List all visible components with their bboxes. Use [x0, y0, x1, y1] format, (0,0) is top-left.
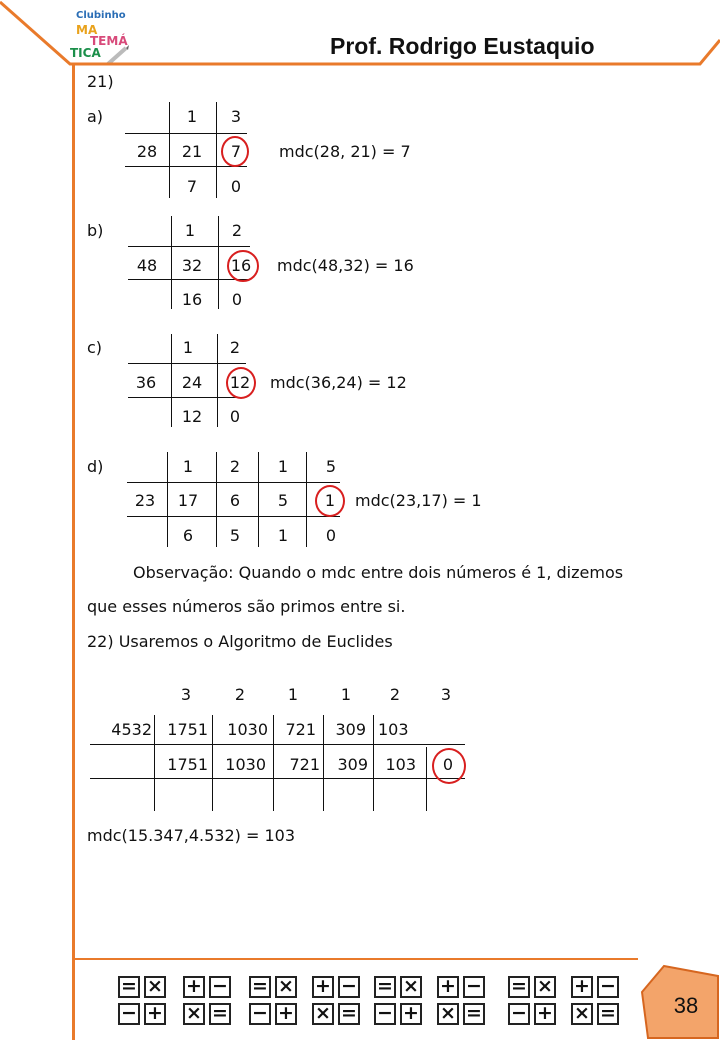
math-symbol-icon: ×	[183, 1003, 205, 1025]
q22-cell: 721	[285, 720, 316, 739]
q21b-label: b)	[87, 221, 104, 240]
q22-remainder: 1030	[225, 755, 266, 774]
math-symbol-icon: =	[374, 976, 396, 998]
math-symbol-icon: ×	[144, 976, 166, 998]
page-number: 38	[673, 993, 699, 1018]
math-symbol-icon: =	[597, 1003, 619, 1025]
page-title: Prof. Rodrigo Eustaquio	[330, 33, 595, 59]
q21c-result: mdc(36,24) = 12	[270, 373, 407, 392]
q21d-vline	[216, 452, 217, 547]
math-symbol-icon: +	[534, 1003, 556, 1025]
q22-cell: 1030	[227, 720, 268, 739]
q22-result-circle	[432, 748, 466, 784]
q21d-cell: 23	[134, 491, 156, 510]
q22-remainder: 1751	[167, 755, 208, 774]
math-symbol-icon: ×	[534, 976, 556, 998]
math-symbol-icon: =	[338, 1003, 360, 1025]
q21b-cell: 48	[136, 256, 158, 275]
math-symbol-icon: −	[508, 1003, 530, 1025]
q21d-cell: 17	[177, 491, 199, 510]
math-symbol-icon: −	[118, 1003, 140, 1025]
q21c-cell: 36	[135, 373, 157, 392]
math-symbol-icon: =	[209, 1003, 231, 1025]
q22-vline	[273, 715, 274, 811]
q21d-vline	[167, 452, 168, 547]
q21c-hline	[128, 363, 246, 364]
q22-remainder: 0	[442, 755, 454, 774]
q21d-cell: 6	[229, 491, 241, 510]
q21c-cell: 24	[181, 373, 203, 392]
q21c-remainder: 0	[229, 407, 241, 426]
math-symbol-icon: −	[374, 1003, 396, 1025]
q21c-remainder: 12	[181, 407, 203, 426]
q22-vline	[426, 747, 427, 811]
math-symbol-icon: =	[508, 976, 530, 998]
q22-quotient: 1	[287, 685, 299, 704]
q22-cell: 4532	[111, 720, 152, 739]
q21d-quotient: 1	[277, 457, 289, 476]
q22-heading: 22) Usaremos o Algoritmo de Euclides	[87, 632, 393, 651]
math-symbol-icon: −	[463, 976, 485, 998]
q21a-result-circle	[221, 136, 249, 167]
q21b-cell: 16	[230, 256, 252, 275]
q22-hline	[90, 778, 465, 779]
q22-vline	[323, 715, 324, 811]
math-symbol-icon: −	[338, 976, 360, 998]
left-border	[72, 64, 75, 1040]
q21d-hline	[127, 516, 340, 517]
q21d-vline	[306, 452, 307, 547]
math-symbol-icon: +	[312, 976, 334, 998]
q21d-quotient: 1	[182, 457, 194, 476]
math-symbol-icon: −	[209, 976, 231, 998]
q22-remainder: 721	[289, 755, 320, 774]
q21d-label: d)	[87, 457, 104, 476]
q21b-vline	[171, 216, 172, 309]
logo-text-ma: MA	[76, 23, 98, 37]
q22-cell: 1751	[167, 720, 208, 739]
q21a-result: mdc(28, 21) = 7	[279, 142, 411, 161]
q21c-cell: 12	[229, 373, 251, 392]
q21a-cell: 7	[230, 142, 242, 161]
q22-quotient: 2	[234, 685, 246, 704]
math-symbol-icon: ×	[400, 976, 422, 998]
math-symbol-icon: =	[463, 1003, 485, 1025]
q22-quotient: 3	[180, 685, 192, 704]
q21d-hline	[127, 482, 340, 483]
logo-text-clubinho: Clubinho	[76, 10, 126, 21]
q21-label: 21)	[87, 72, 114, 91]
q21d-quotient: 5	[325, 457, 337, 476]
math-symbol-icon: +	[275, 1003, 297, 1025]
q21b-hline	[128, 279, 250, 280]
q21c-hline	[128, 397, 246, 398]
q21c-label: c)	[87, 338, 103, 357]
math-symbol-icon: ×	[437, 1003, 459, 1025]
q21a-hline	[125, 133, 247, 134]
q21b-result-circle	[227, 250, 259, 282]
q22-quotient: 1	[340, 685, 352, 704]
q21c-vline	[171, 334, 172, 427]
q21d-cell: 5	[277, 491, 289, 510]
q21d-quotient: 2	[229, 457, 241, 476]
q21d-remainder: 1	[277, 526, 289, 545]
q22-hline	[90, 744, 465, 745]
q21d-vline	[258, 452, 259, 547]
math-symbol-icon: +	[571, 976, 593, 998]
math-symbol-icon: ×	[571, 1003, 593, 1025]
q21b-cell: 32	[181, 256, 203, 275]
logo-text-tica: TICA	[70, 46, 101, 60]
q21b-quotient: 2	[231, 221, 243, 240]
q22-vline	[373, 715, 374, 811]
q21c-vline	[217, 334, 218, 427]
math-symbol-icon: =	[249, 976, 271, 998]
q21d-cell: 1	[324, 491, 336, 510]
math-symbol-icon: ×	[275, 976, 297, 998]
math-symbol-icon: −	[597, 976, 619, 998]
q21d-result-circle	[315, 485, 345, 517]
q21b-quotient: 1	[184, 221, 196, 240]
observation-line2: que esses números são primos entre si.	[87, 597, 406, 616]
math-symbol-icon: +	[437, 976, 459, 998]
q21a-remainder: 0	[230, 177, 242, 196]
q22-result: mdc(15.347,4.532) = 103	[87, 826, 296, 845]
q21a-cell: 28	[136, 142, 158, 161]
q21a-label: a)	[87, 107, 104, 126]
q21d-remainder: 0	[325, 526, 337, 545]
q21c-quotient: 1	[182, 338, 194, 357]
q22-remainder: 309	[337, 755, 368, 774]
footer-divider	[72, 958, 638, 960]
q22-cell: 309	[335, 720, 366, 739]
q21d-result: mdc(23,17) = 1	[355, 491, 482, 510]
q22-remainder: 103	[385, 755, 416, 774]
q21a-quotient: 3	[230, 107, 242, 126]
q21a-remainder: 7	[186, 177, 198, 196]
math-symbol-icon: ×	[312, 1003, 334, 1025]
math-symbol-icon: +	[400, 1003, 422, 1025]
math-symbol-icon: =	[118, 976, 140, 998]
q22-vline	[212, 715, 213, 811]
q22-quotient: 2	[389, 685, 401, 704]
q21a-quotient: 1	[186, 107, 198, 126]
q21d-remainder: 6	[182, 526, 194, 545]
q21c-result-circle	[226, 367, 256, 399]
q21b-result: mdc(48,32) = 16	[277, 256, 414, 275]
q21b-remainder: 0	[231, 290, 243, 309]
math-symbol-icon: +	[183, 976, 205, 998]
q21c-quotient: 2	[229, 338, 241, 357]
q21a-hline	[125, 166, 247, 167]
q21b-vline	[218, 216, 219, 309]
q21a-vline	[216, 102, 217, 198]
q21b-hline	[128, 246, 250, 247]
q21b-remainder: 16	[181, 290, 203, 309]
math-symbol-icon: +	[144, 1003, 166, 1025]
q21d-remainder: 5	[229, 526, 241, 545]
q21a-cell: 21	[181, 142, 203, 161]
math-symbol-icon: −	[249, 1003, 271, 1025]
logo-text-tema: TEMÁ	[90, 34, 128, 48]
observation-line1: Observação: Quando o mdc entre dois números é 1, dizemos	[133, 563, 624, 582]
q22-vline	[154, 715, 155, 811]
q22-quotient: 3	[440, 685, 452, 704]
q21a-vline	[169, 102, 170, 198]
q22-cell: 103	[378, 720, 409, 739]
